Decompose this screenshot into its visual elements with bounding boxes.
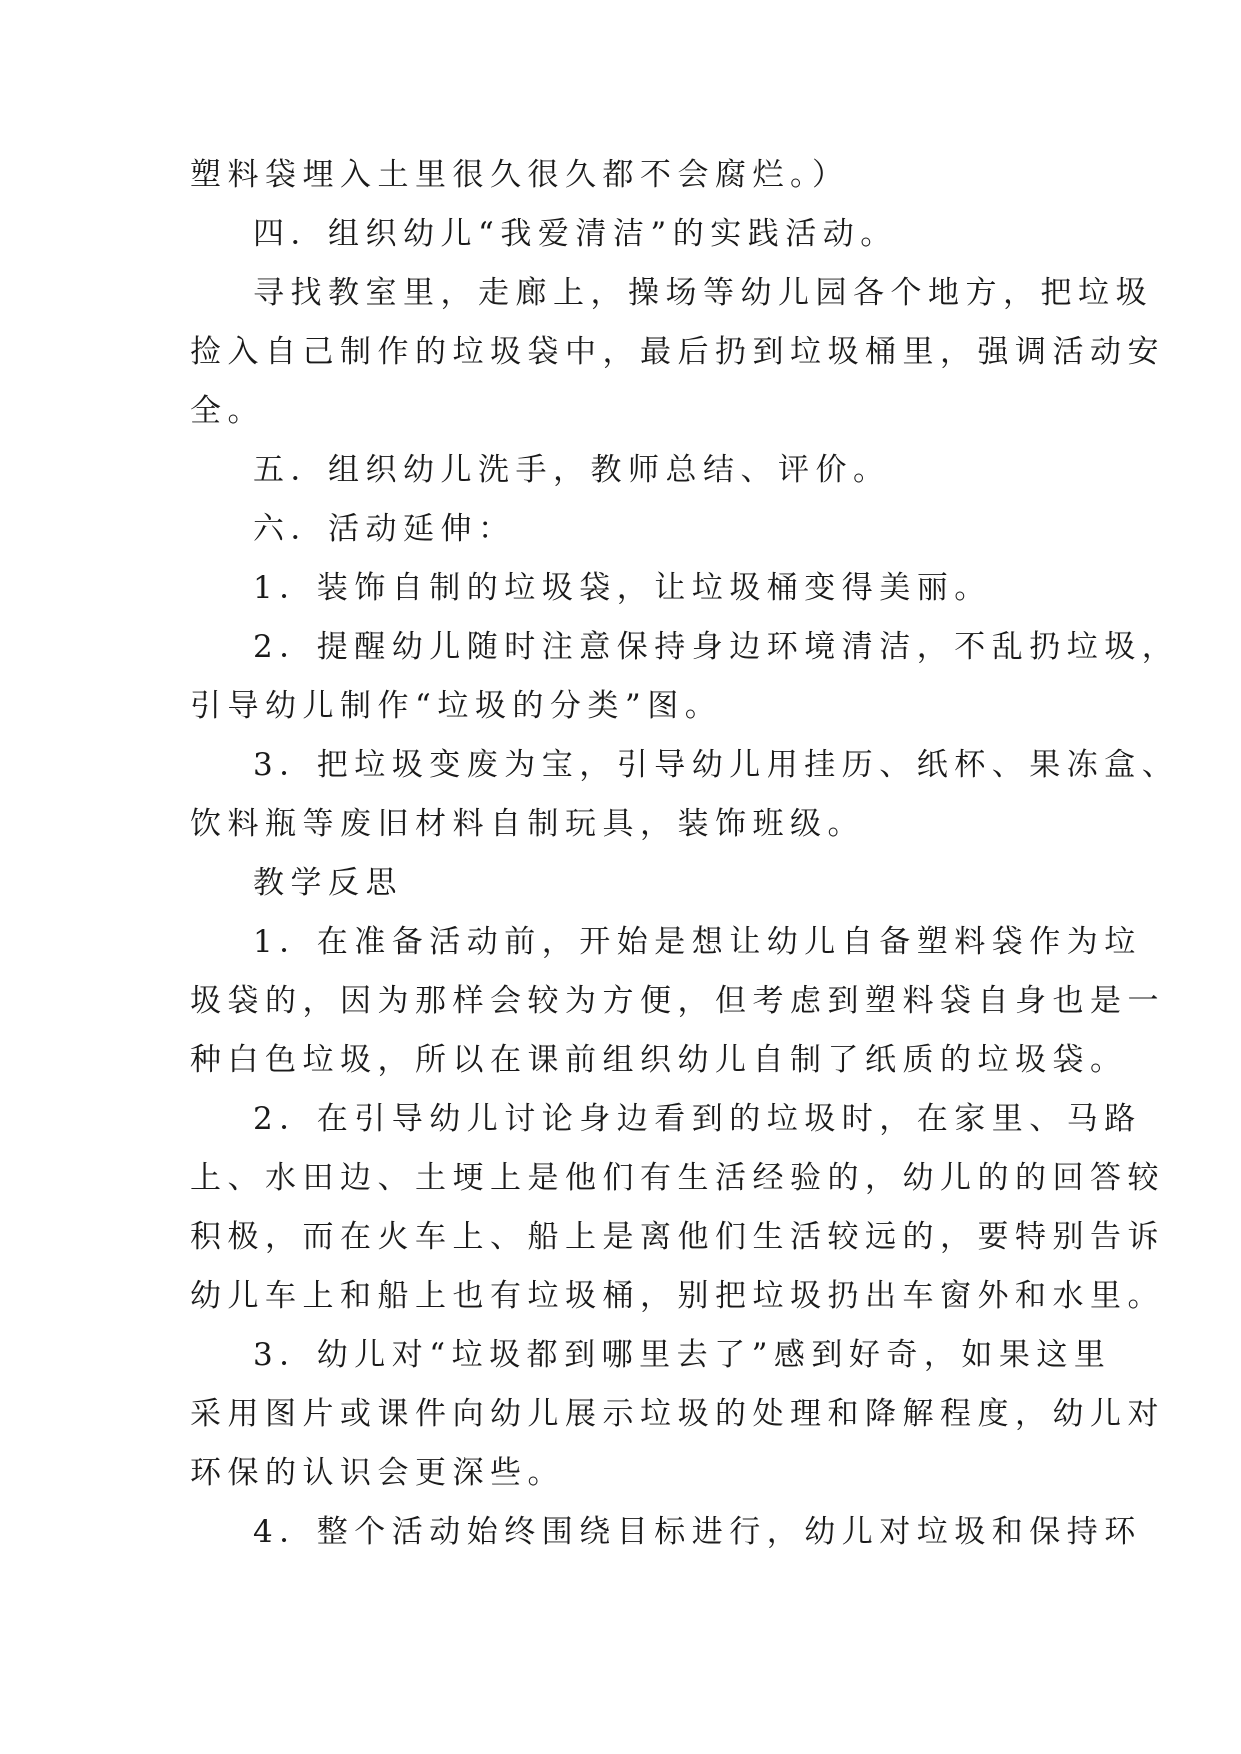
text-line: 幼儿车上和船上也有垃圾桶，别把垃圾扔出车窗外和水里。 — [190, 1278, 1165, 1314]
text-line: 全。 — [190, 393, 265, 429]
list-item: 2．在引导幼儿讨论身边看到的垃圾时，在家里、马路 — [253, 1101, 1142, 1137]
text-line: 引导幼儿制作“垃圾的分类”图。 — [190, 688, 723, 724]
text-line: 采用图片或课件向幼儿展示垃圾的处理和降解程度，幼儿对 — [190, 1396, 1165, 1432]
section-heading: 四．组织幼儿“我爱清洁”的实践活动。 — [253, 216, 898, 252]
list-item: 3．把垃圾变废为宝，引导幼儿用挂历、纸杯、果冻盒、 — [253, 747, 1180, 783]
text-line: 积极，而在火车上、船上是离他们生活较远的，要特别告诉 — [190, 1219, 1165, 1255]
text-line: 捡入自己制作的垃圾袋中，最后扔到垃圾桶里，强调活动安 — [190, 334, 1165, 370]
text-line: 寻找教室里，走廊上，操场等幼儿园各个地方，把垃圾 — [253, 275, 1153, 311]
text-line: 饮料瓶等废旧材料自制玩具，装饰班级。 — [190, 806, 865, 842]
section-heading: 教学反思 — [253, 865, 403, 901]
list-item: 3．幼儿对“垃圾都到哪里去了”感到好奇，如果这里 — [253, 1337, 1112, 1373]
section-heading: 六．活动延伸： — [253, 511, 516, 547]
text-line: 上、水田边、土埂上是他们有生活经验的，幼儿的的回答较 — [190, 1160, 1165, 1196]
text-line: 环保的认识会更深些。 — [190, 1455, 565, 1491]
list-item: 2．提醒幼儿随时注意保持身边环境清洁，不乱扔垃圾， — [253, 629, 1180, 665]
text-line: 种白色垃圾，所以在课前组织幼儿自制了纸质的垃圾袋。 — [190, 1042, 1128, 1078]
list-item: 1．装饰自制的垃圾袋，让垃圾桶变得美丽。 — [253, 570, 992, 606]
list-item: 4．整个活动始终围绕目标进行，幼儿对垃圾和保持环 — [253, 1514, 1142, 1550]
list-item: 1．在准备活动前，开始是想让幼儿自备塑料袋作为垃 — [253, 924, 1142, 960]
section-heading: 五．组织幼儿洗手，教师总结、评价。 — [253, 452, 891, 488]
text-line: 圾袋的，因为那样会较为方便，但考虑到塑料袋自身也是一 — [190, 983, 1165, 1019]
text-line: 塑料袋埋入土里很久很久都不会腐烂。） — [190, 157, 850, 193]
